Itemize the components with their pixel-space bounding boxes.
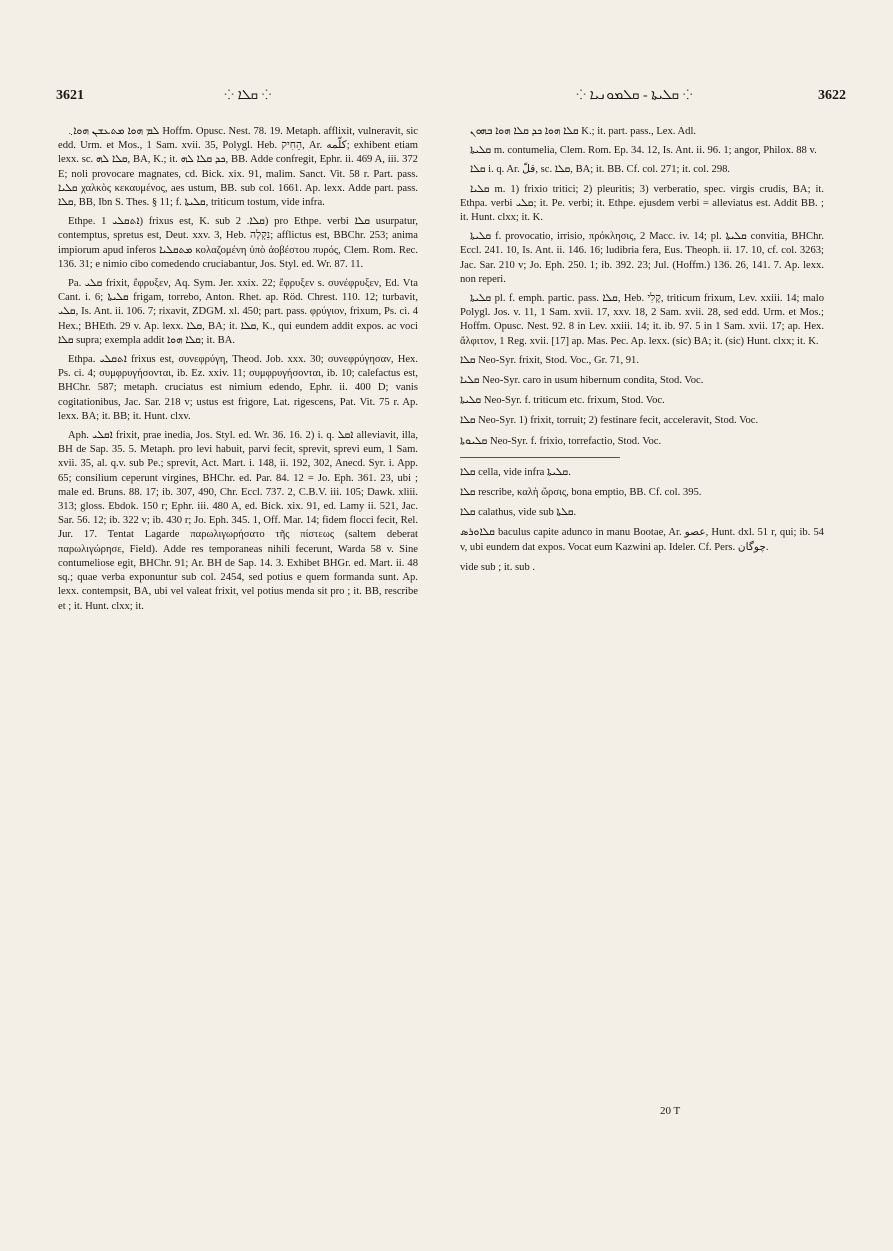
dictionary-entry: ܩܠܐ rescribe, καλὴ ὤρσις, bona emptio, BB. Cf. col. 395. [460, 487, 702, 499]
neo-syriac-entry: ܩܠܝܘܬܐ Neo-Syr. f. frixio, torrefactio, Stod. Voc. [460, 435, 662, 447]
section-divider [460, 457, 620, 458]
dictionary-entry: ܩܠܝܬܐ f. provocatio, irrisio, πρόκλησις, 2 Macc. iv. 14; pl. ܩܠܝܬܐ convitia, BHChr. Eccl. 241. 10, Is. Ant. ii. 146. 16; ludibria fera, Eus. Theoph. ii. 17. 10, cf. col. 3263; Jac. Sar. 210 v; Jo. Eph. 250. 1; ib. 392. 23; Jul. (Hoffm.) 136. 26, 141. 7. Ap. lexx. non reperi. [460, 231, 824, 285]
dictionary-entry: ܩܠܝܬܐ m. contumelia, Clem. Rom. Ep. 34. 12, Is. Ant. ii. 96. 1; angor, Philox. 88 v. [470, 145, 817, 157]
running-head-right: ⁘ ܩܠܝܬܐ - ܩܠܡܘܢܝܐ ⁘ [576, 88, 693, 103]
signature-mark: 20 T [660, 1105, 681, 1117]
dictionary-entry: vide sub ; it. sub . [460, 561, 536, 573]
dictionary-entry: Pa. ܩܠܝ frixit, ἔφρυξεν, Aq. Sym. Jer. xxix. 22; ἔφρυξεν s. συνέφρυξεν, Ed. Vta Cant. i. 6; ܩܠܝܬܐ frigam, torrebo, Anton. Rhet. ap. Röd. Chrest. 110. 12; turbavit, ܩܠܝ, Is. Ant. ii. 106. 7; rixavit, ZDGM. xl. 450; part. pass. φρύγιον, frixum, Ps. ci. 4 Hex.; BHEth. 29 v. Ap. lexx. ܩܠܐ, BA; it. ܩܠܐ, K., qui eundem addit expos. ac voci ܩܠܐ supra; exempla addit ܩܠܐ ܗܘܐ; it. BA. [58, 278, 418, 346]
page-number-left: 3621 [56, 88, 84, 103]
page-number-right: 3622 [818, 88, 846, 103]
page-header [56, 88, 846, 112]
dictionary-entry: Ethpa. ܐܬܩܠܝ frixus est, συνεφρύγη, Theod. Job. xxx. 30; συνεφρύγησαν, Hex. Ps. ci. 4; συμφρυγήσονται, ib. Ez. xxiv. 11; συμφρυγήσονται, ib. 10; calefactus est, BHChr. 587; metaph. cruciatus est nimium edendo, Ephr. ii. 400 D; vanis cogitationibus, Jac. Sar. 218 v; ustus est frigore, Lat. rigescens, Pat. Vit. 75 r. Ap. lexx. BA; it. BB; it. Hunt. clxv. [58, 354, 418, 422]
neo-syriac-entry: ܩܠܐ Neo-Syr. 1) frixit, torruit; 2) festinare fecit, acceleravit, Stod. Voc. [460, 415, 759, 427]
neo-syriac-entry: ܩܠܐ Neo-Syr. frixit, Stod. Voc., Gr. 71, 91. [460, 354, 640, 366]
dictionary-entry: Aph. ܐܩܠܝ frixit, prae inedia, Jos. Styl. ed. Wr. 36. 16. 2) i. q. ܐܩܠ alleviavit, illa, BH de Sap. 35. 5. Metaph. pro levi habuit, parvi fecit, sprevit, sprevi eum, 1 Sam. xvii. 35, al. q.v. sub Pe.; sprevit, Act. Mart. i. 148, ii. 192, 302, Anecd. Syr. i. App. 65; consilium ceperunt virgines, BHChr. ed. Par. 84. 12 = Jo. Eph. 361. 23, ubi ; male ed. Bruns. 88. 17; ib. 307, 490, Chr. Eccl. 737. 2, C.B.V. iii. 105; Dawk. xliii. 313; gloss. Ebdok. 150 r; Ephr. iii. 480 A, ed. Bick. xix. 91, ed. Lamy ii. 521, Jac. Sar. 56. 12; ib. 322 v; ib. 430 r; Jo. Eph. 345. 1, Off. Mar. 14; fidem flocci fecit, Rel. Jur. 17. Tentat Lagarde παρωλιγωρήσατο τῆς πίστεως (saltem deberat παρωλιγώρησε, Field). Adde res temporaneas nihili fecerunt, Warda 58 v. Sine contumeliose egit, BHChr. 91; Ar. BH de Sap. 14. 3. Exhibet BHGr. ed. Mart. ii. 48 sq.; quae verba exponuntur sub col. 2454, sed potius e quem formanda sunt. Ap. lexx. contempsit, BA, ubi vel valeat frixit, vel potius menda sit pro ; it. BB, rescribe et ; it. Hunt. clxx; it. [58, 430, 418, 612]
left-column [58, 125, 418, 1185]
neo-syriac-entry: ܩܠܝܬܐ Neo-Syr. f. triticum etc. frixum, Stod. Voc. [460, 395, 665, 407]
dictionary-entry: ܩܠܐܘܪܣ baculus capite adunco in manu Bootae, Ar. عصو, Hunt. dxl. 51 r, qui; ib. 54 v, ubi eundem dat expos. Vocat eum Kazwini ap. Ideler. Cf. Pers. چوگان. [460, 527, 824, 553]
dictionary-entry: Ethpe. ܐܬܩܠܝ 1) frixus est, K. sub ܩܠܐ. 2) pro Ethpe. verbi ܩܠܐ usurpatur, contemptus, spretus est, Deut. xxv. 3, Heb. נִקְלָה; afflictus est, BBChr. 253; anima impiorum apud inferos ܡܬܩܠܝܐ κολαζομένη ὑπὸ ἀοβέστου πυρός, Clem. Rom. Rec. 136. 31; e nimio cibo comedendo cruciabantur, Jos. Styl. ed. Wr. 87. 11. [58, 216, 418, 270]
dictionary-entry: ܩܠܝܬܐ pl. f. emph. partic. pass. ܩܠܐ, Heb. קָלִי, triticum frixum, Lev. xxiii. 14; malo Polygl. Jos. v. 11, 1 Sam. xvii. 17, xxv. 18, 2 Sam. xvii. 28, sed edd. Urm. et Mos.; Hoffm. Opusc. Nest. 92. 8 in Lev. xxiii. 14; it. ib. 97. 5 in 1 Sam. xvii. 17; ap. Hex. ἄλφιτον, 1 Reg. xvii. [17] ap. Mas. Pec. Ap. lexx. (sic) BA; it. (sic) Hunt. clxx; it. K. [460, 293, 824, 347]
dictionary-entry: ܩܠܐ i. q. Ar. قلّ, sc. ܩܠܐ, BA; it. BB. Cf. col. 271; it. col. 298. [470, 164, 731, 176]
running-head-left: ⁘ ܩܠܐ ⁘ [224, 88, 272, 103]
dictionary-entry: ܩܠܝܐ m. 1) frixio tritici; 2) pleuritis; 3) verberatio, spec. virgis crudis, BA; it. Ethpa. verbi ܩܠܝ; it. Pe. verbi; it. Ethpe. ejusdem verbi = alleviatus est. Addit BB. ; it. Hunt. clxx; it. K. [460, 183, 824, 224]
neo-syriac-entry: ܩܠܝܐ Neo-Syr. caro in usum hibernum condita, Stod. Voc. [460, 375, 704, 387]
dictionary-entry: ܩܠܐ ܗܘܐ ܟܕ ܩܠܐ ܗܘܐ ܒܗܘܢ K.; it. part. pass., Lex. Adl. [470, 126, 697, 137]
dictionary-entry: ܩܠܐ calathus, vide sub ܩܠܬܐ. [460, 507, 577, 519]
dictionary-entry: ܠܡ ܗܘܐ ܡܬܥܫܢ ܗܘܐ܆ Hoffm. Opusc. Nest. 78. 19. Metaph. afflixit, vulneravit, sic edd. Urm. et Mos., 1 Sam. xvii. 35, Polygl. Heb. הֵחִיק, Ar. كلّمه; exhibent etiam lexx. sc. ܩܠܐ ܠܗ, BA, K.; it. ܟܕ ܩܠܐ ܠܗ, BB. Adde confregit, Ephr. ii. 469 A, iii. 372 E; noli provocare magnates, cd. Bick. xix. 91, malim. Sanct. Vit. 58 r. Part. pass. ܩܠܝܐ χαλκὸς κεκαυμένος, aes ustum, BB. sub col. 1661. Ap. lexx. Adde part. pass. ܩܠܐ, BB, Ibn S. Thes. § 11; f. ܩܠܝܬܐ, triticum tostum, vide infra. [58, 126, 418, 209]
right-column [460, 125, 824, 1185]
dictionary-entry: ܩܠܐ cella, vide infra ܩܠܝܬܐ. [460, 466, 571, 478]
